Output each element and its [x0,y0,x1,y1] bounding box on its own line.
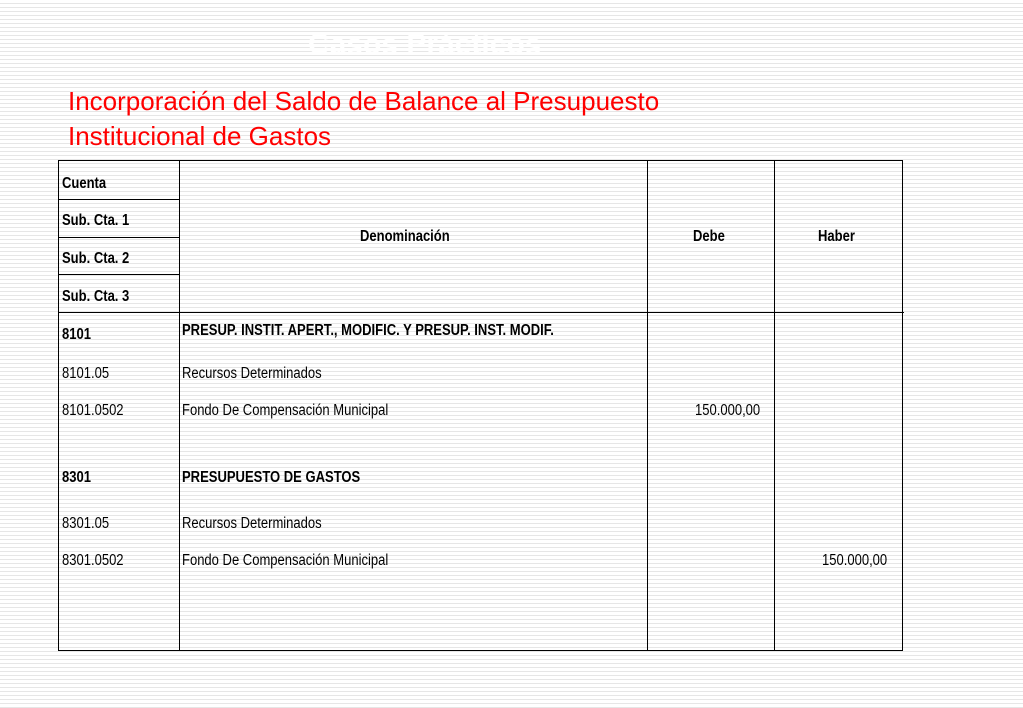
row-4-denominacion: PRESUPUESTO DE GASTOS [182,469,361,486]
header-bottom-border [59,312,904,313]
column-divider-cuenta [179,161,180,650]
header-divider-1 [59,199,179,200]
header-sub-cta-2: Sub. Cta. 2 [62,250,130,267]
row-4-cuenta: 8301 [62,469,91,486]
subtitle-line-2: Institucional de Gastos [68,121,332,151]
row-6-denominacion: Fondo De Compensación Municipal [182,552,389,569]
column-divider-debe [774,161,775,650]
header-haber: Haber [818,228,855,245]
slide-subtitle [68,84,948,154]
header-sub-cta-1: Sub. Cta. 1 [62,212,130,229]
header-cuenta: Cuenta [62,175,107,192]
header-divider-2 [59,237,179,238]
row-6-haber: 150.000,00 [822,552,888,569]
header-divider-3 [59,274,179,275]
row-3-cuenta: 8101.0502 [62,402,124,419]
row-5-cuenta: 8301.05 [62,515,110,532]
accounting-table [58,160,903,651]
header-denominacion: Denominación [360,228,450,245]
row-2-cuenta: 8101.05 [62,365,110,382]
row-1-cuenta: 8101 [62,326,91,343]
row-5-denominacion: Recursos Determinados [182,515,322,532]
subtitle-line-1: Incorporación del Saldo de Balance al Presupuesto [68,86,660,116]
header-debe: Debe [693,228,725,245]
row-6-cuenta: 8301.0502 [62,552,124,569]
row-3-debe: 150.000,00 [695,402,761,419]
column-divider-denominacion [647,161,648,650]
header-sub-cta-3: Sub. Cta. 3 [62,288,130,305]
row-3-denominacion: Fondo De Compensación Municipal [182,402,389,419]
row-1-denominacion: PRESUP. INSTIT. APERT., MODIFIC. Y PRESUP. INST. MODIF. [182,322,554,339]
row-2-denominacion: Recursos Determinados [182,365,322,382]
slide-title: Casos Prácticos [308,28,542,61]
